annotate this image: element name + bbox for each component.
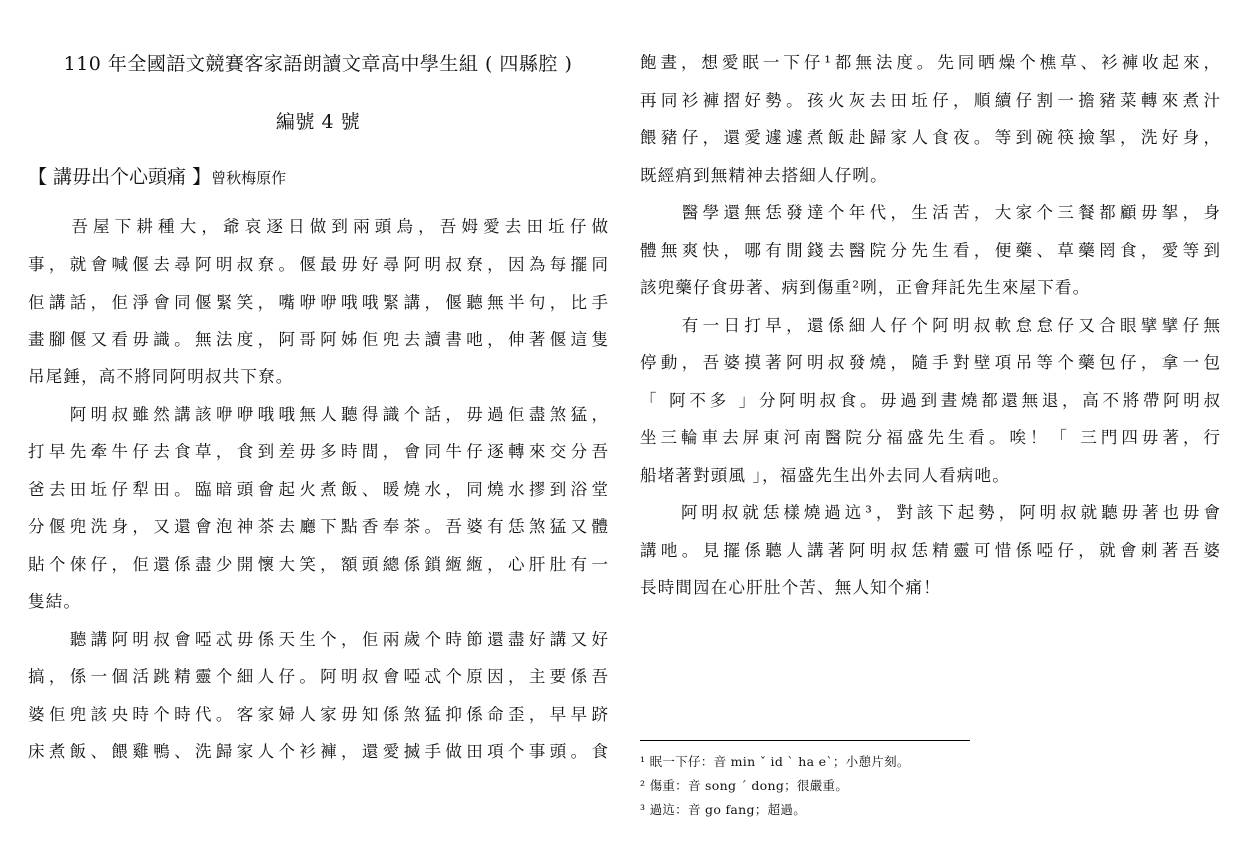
document-title: 110 年全國語文競賽客家語朗讀文章高中學生組 ( 四縣腔 )	[63, 53, 573, 75]
document-number: 編號 4 號	[275, 111, 361, 133]
text-line: 打早先牽牛仔去食草，食到差毋多時間，會同牛仔逐轉來交分吾	[28, 442, 608, 461]
text-line: 體無爽快，哪有閒錢去醫院分先生看，便藥、草藥罔食，愛等到	[640, 241, 1220, 260]
text-line: 既經㾓到無精神去搭細人仔咧。	[640, 166, 888, 185]
footnote-separator	[640, 740, 970, 741]
text-line: 餵豬仔，還愛遽遽煮飯赴歸家人食夜。等到碗筷撿挐，洗好身，	[640, 128, 1220, 147]
text-line: 阿明叔就恁樣燒過迒³，對該下起勢，阿明叔就聽毋著也毋會	[640, 503, 1220, 522]
text-line: 床煮飯、餵雞鴨、洗歸家人个衫褲，還愛搣手做田項个事頭。食	[28, 742, 608, 761]
text-line: 分偃兜洗身，又還會泡神茶去廳下點香奉茶。吾婆有恁煞猛又體	[28, 517, 608, 536]
text-line: 吊尾錘，高不將同阿明叔共下尞。	[28, 367, 294, 386]
text-line: 畫腳偃又看毋識。無法度，阿哥阿姊佢兜去讀書吔，伸著偃這隻	[28, 330, 608, 349]
text-line: 「 阿不多 」分阿明叔食。毋過到晝燒都還無退，高不將帶阿明叔	[640, 391, 1220, 410]
text-line: 貼个倈仔，佢還係盡少開懷大笑，額頭總係鎖緪緪，心肝肚有一	[28, 555, 608, 574]
text-line: 佢講話，佢淨會同偃緊笑，嘴咿咿哦哦緊講，偃聽無半句，比手	[28, 293, 608, 312]
article-author: 曾秋梅原作	[211, 169, 287, 187]
text-line: 阿明叔雖然講該咿咿哦哦無人聽得識个話，毋過佢盡煞猛，	[28, 405, 608, 424]
text-line: 停動，吾婆摸著阿明叔發燒，隨手對壁項吊等个藥包仔，拿一包	[640, 353, 1220, 372]
text-line: 搞，係一個活跳精靈个細人仔。阿明叔會啞忒个原因，主要係吾	[28, 667, 608, 686]
text-line: 再同衫褲摺好勢。孩火灰去田坵仔，順續仔割一擔豬菜轉來煮汁	[640, 91, 1220, 110]
footnote: ¹ 眠一下仔：音 min ˇ id ˋ ha eˋ；小憩片刻。	[640, 754, 910, 769]
text-line: 有一日打早，還係細人仔个阿明叔軟怠怠仔又合眼擘擘仔無	[640, 316, 1220, 335]
text-line: 爸去田坵仔犁田。臨暗頭會起火煮飯、暖燒水，同燒水摎到浴堂	[28, 480, 608, 499]
text-line: 聽講阿明叔會啞忒毋係天生个，佢兩歲个時節還盡好講又好	[28, 630, 608, 649]
text-line: 吾屋下耕種大，爺哀逐日做到兩頭烏，吾姆愛去田坵仔做	[28, 217, 608, 236]
text-line: 事，就會喊偃去尋阿明叔尞。偃最毋好尋阿明叔尞，因為每擺同	[28, 255, 608, 274]
article-title: 【 講毋出个心頭痛 】	[28, 166, 212, 188]
footnote: ³ 過迒：音 go fang；超過。	[640, 802, 806, 817]
text-line: 該兜藥仔食毋著、病到傷重²咧，正會拜託先生來屋下看。	[640, 278, 1091, 297]
text-line: 隻結。	[28, 592, 82, 611]
text-line: 婆佢兜該央時个時代。客家婦人家毋知係煞猛抑係命歪，早早跻	[28, 705, 608, 724]
text-line: 講吔。見擺係聽人講著阿明叔恁精靈可惜係啞仔，就會刺著吾婆	[640, 541, 1220, 560]
text-line: 坐三輪車去屏東河南醫院分福盛先生看。唉！「 三門四毋著，行	[640, 428, 1220, 447]
article-heading	[28, 165, 286, 190]
footnote: ² 傷重：音 song ˊ dong；很嚴重。	[640, 778, 849, 793]
text-line: 醫學還無恁發達个年代，生活苦，大家个三餐都顧毋挐，身	[640, 203, 1220, 222]
text-line: 船堵著對頭風 」，福盛先生出外去同人看病吔。	[640, 466, 1010, 485]
text-line: 飽晝，想愛眠一下仔¹都無法度。先同晒燥个樵草、衫褲收起來，	[640, 53, 1220, 72]
text-line: 長時間囥在心肝肚个苦、無人知个痛！	[640, 578, 941, 597]
